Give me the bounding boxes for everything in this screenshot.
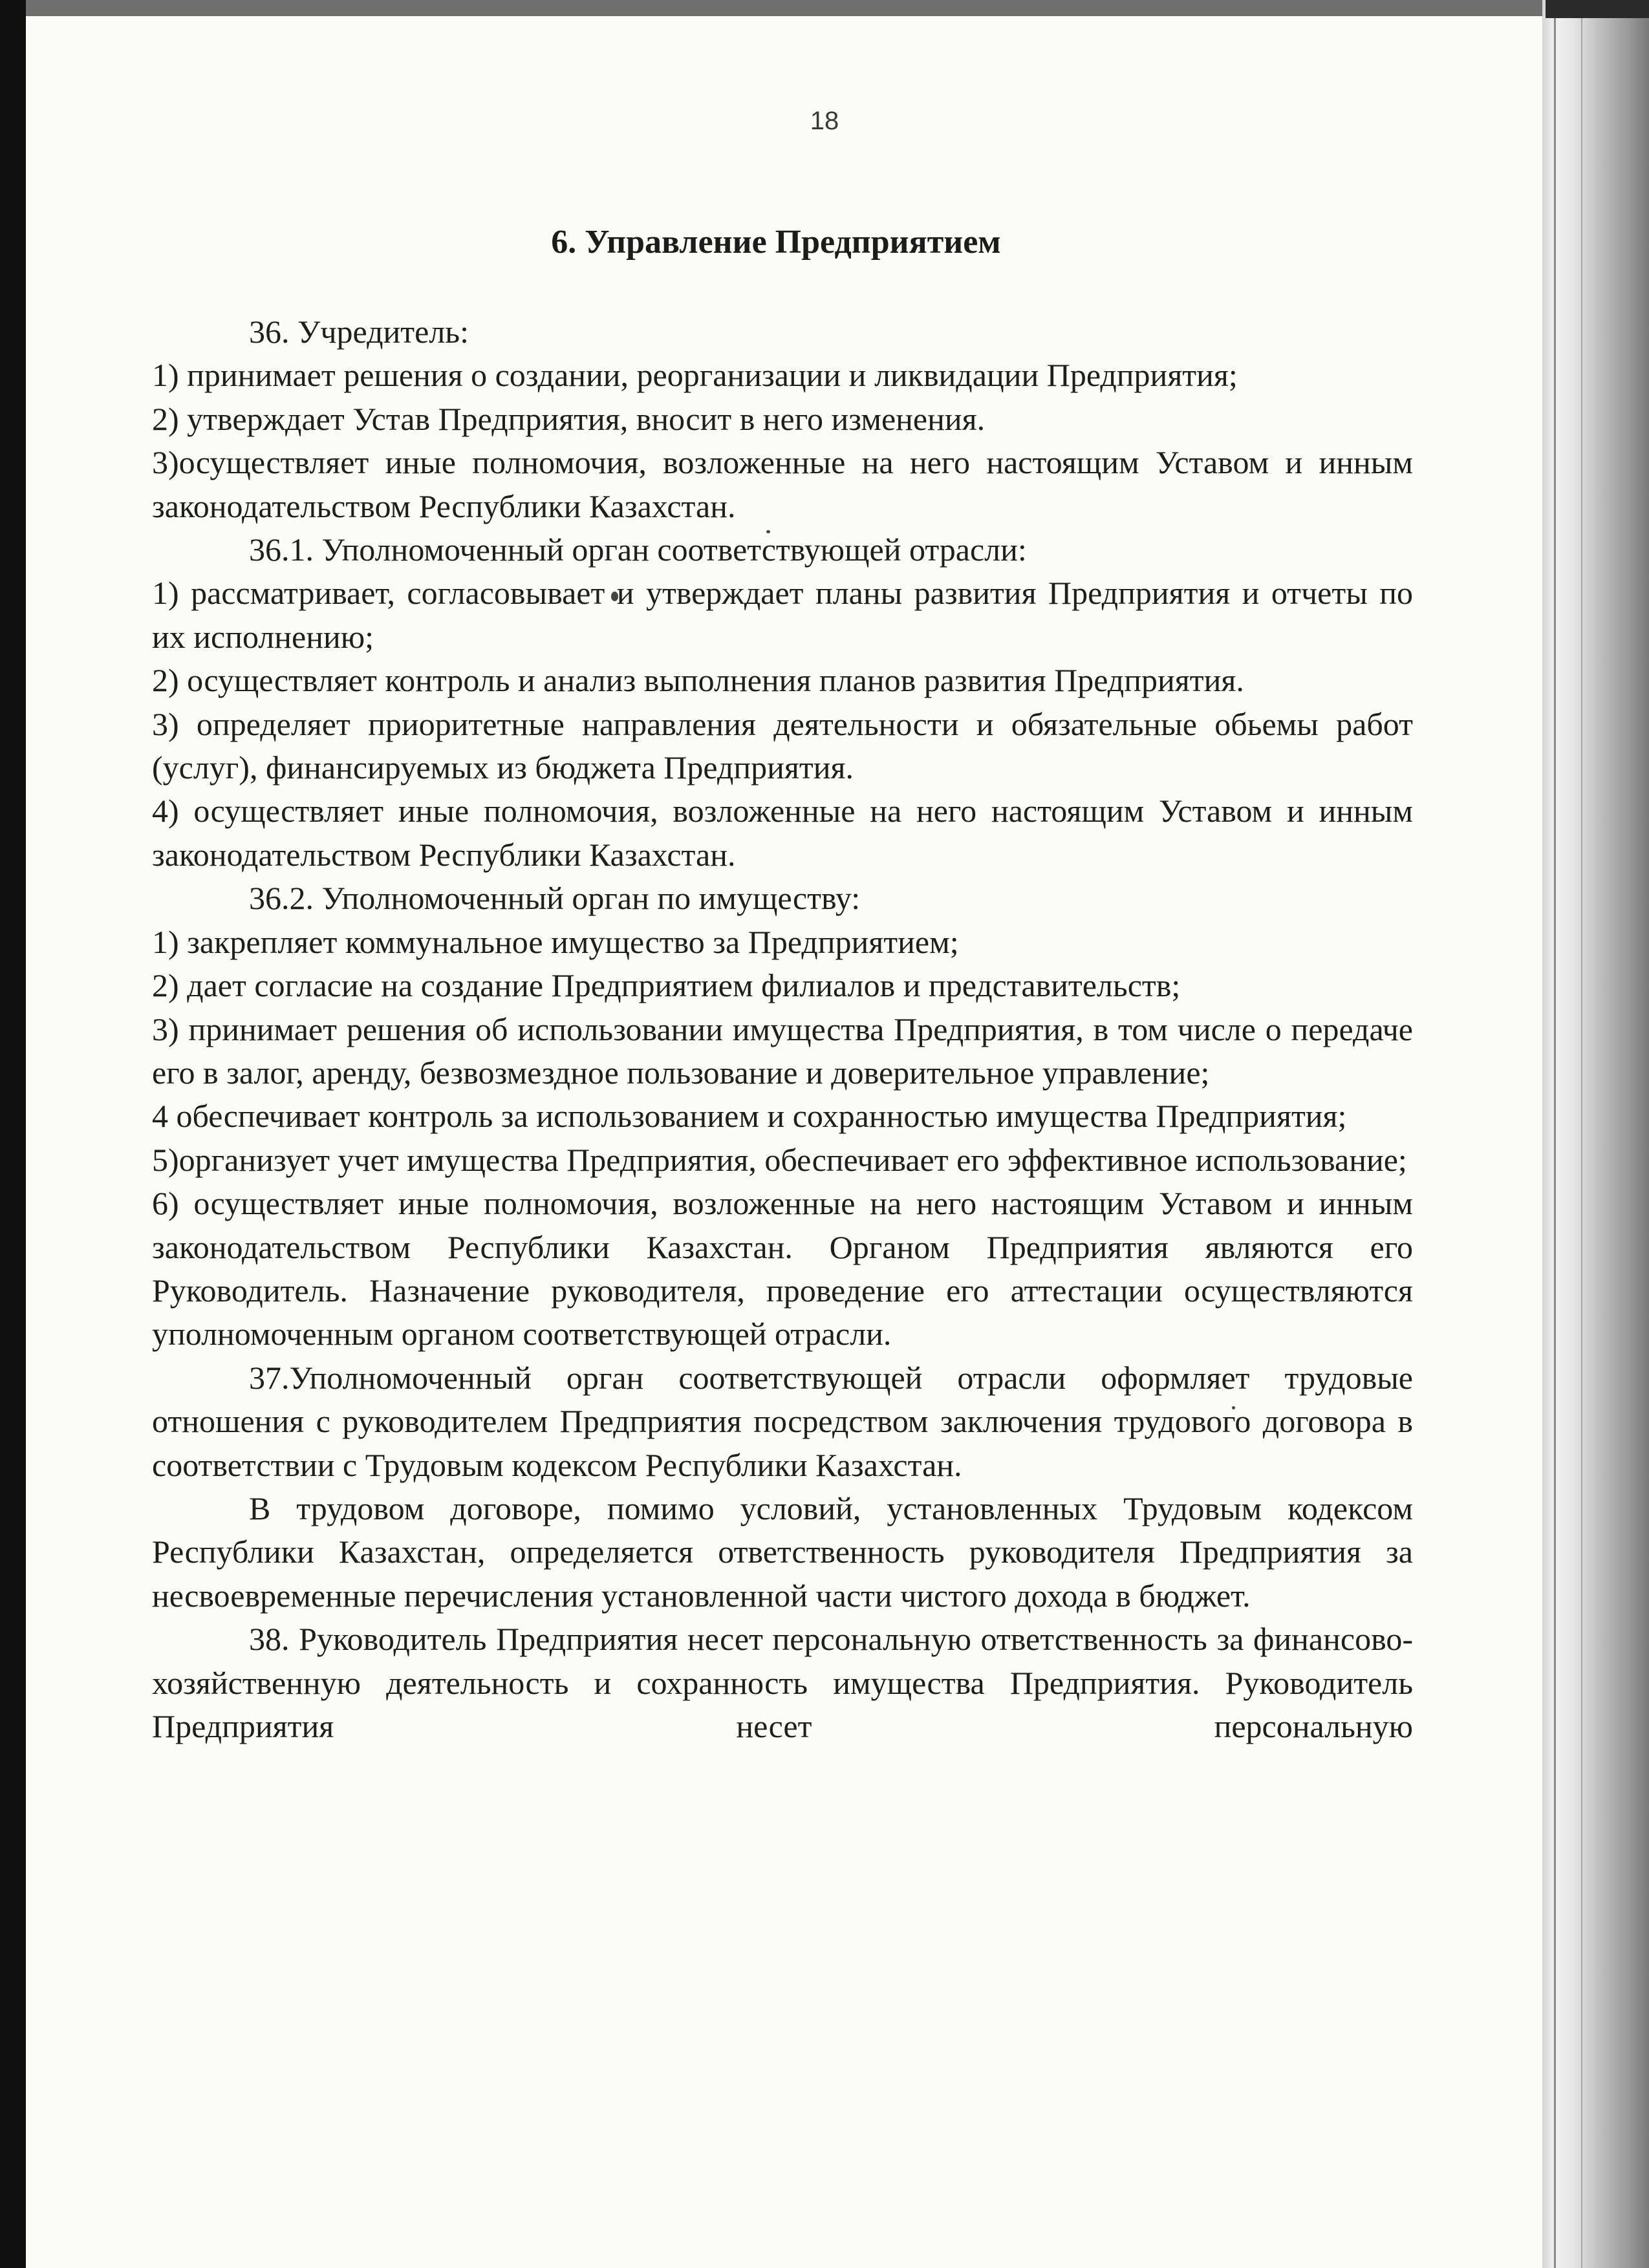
paragraph: 36. Учредитель:	[249, 314, 469, 350]
paragraph: 38. Руководитель Предприятия несет персональную ответственность за финансово-хозяйственную деятельность и сохранность имущества Предприятия. Руководитель Предприятия несет персональную	[152, 1621, 1413, 1744]
list-item: 2) осуществляет контроль и анализ выполнения планов развития Предприятия.	[152, 662, 1244, 699]
list-item: 2) утверждает Устав Предприятия, вносит в него изменения.	[152, 400, 986, 437]
list-item: 1) закрепляет коммунальное имущество за Предприятием;	[152, 923, 959, 960]
scan-corner-shadow	[1546, 0, 1649, 18]
list-item: 1) рассматривает, согласовывает и утверждает планы развития Предприятия и отчеты по их исполнению;	[152, 575, 1413, 655]
list-item: 4 обеспечивает контроль за использованием и сохранностью имущества Предприятия;	[152, 1098, 1347, 1135]
list-item: 3) определяет приоритетные направления деятельности и обязательные обьемы работ (услуг), финансируемых из бюджета Предприятия.	[152, 705, 1413, 786]
list-item: 3) принимает решения об использовании имущества Предприятия, в том числе о передаче его в залог, аренду, безвозмездное пользование и доверительное управление;	[152, 1011, 1413, 1091]
list-item: 2) дает согласие на создание Предприятием филиалов и представительств;	[152, 967, 1181, 1004]
paragraph: 37.Уполномоченный орган соответствующей отрасли оформляет трудовые отношения с руководителем Предприятия посредством заключения трудового договора в соответствии с Трудовым кодексом Республики Казахстан.	[152, 1359, 1413, 1483]
list-item: 1) принимает решения о создании, реорганизации и ликвидации Предприятия;	[152, 357, 1238, 394]
page-number: 18	[810, 107, 839, 135]
paragraph: В трудовом договоре, помимо условий, установленных Трудовым кодексом Республики Казахстан, определяется ответственность руководителя Предприятия за несвоевременные перечисления установленной части чистого дохода в бюджет.	[152, 1490, 1413, 1614]
list-item: 6) осуществляет иные полномочия, возложенные на него настоящим Уставом и инным законодательством Республики Казахстан. Органом Предприятия являются его Руководитель. Назначение руководителя, проведение его аттестации осуществляются уполномоченным органом соответствующей отрасли.	[152, 1185, 1413, 1353]
scan-left-edge	[0, 0, 26, 2268]
scan-right-edge	[1542, 0, 1649, 2268]
paragraph: 36.1. Уполномоченный орган соответствующей отрасли:	[249, 531, 1027, 568]
section-title: 6. Управление Предприятием	[551, 224, 1001, 261]
list-item: 5)организует учет имущества Предприятия, обеспечивает его эффективное использование;	[152, 1141, 1407, 1178]
document-body	[152, 310, 1413, 1748]
paragraph: 36.2. Уполномоченный орган по имуществу:	[249, 880, 861, 917]
list-item: 3)осуществляет иные полномочия, возложенные на него настоящим Уставом и инным законодательством Республики Казахстан.	[152, 444, 1413, 524]
list-item: 4) осуществляет иные полномочия, возложенные на него настоящим Уставом и инным законодательством Республики Казахстан.	[152, 793, 1413, 873]
